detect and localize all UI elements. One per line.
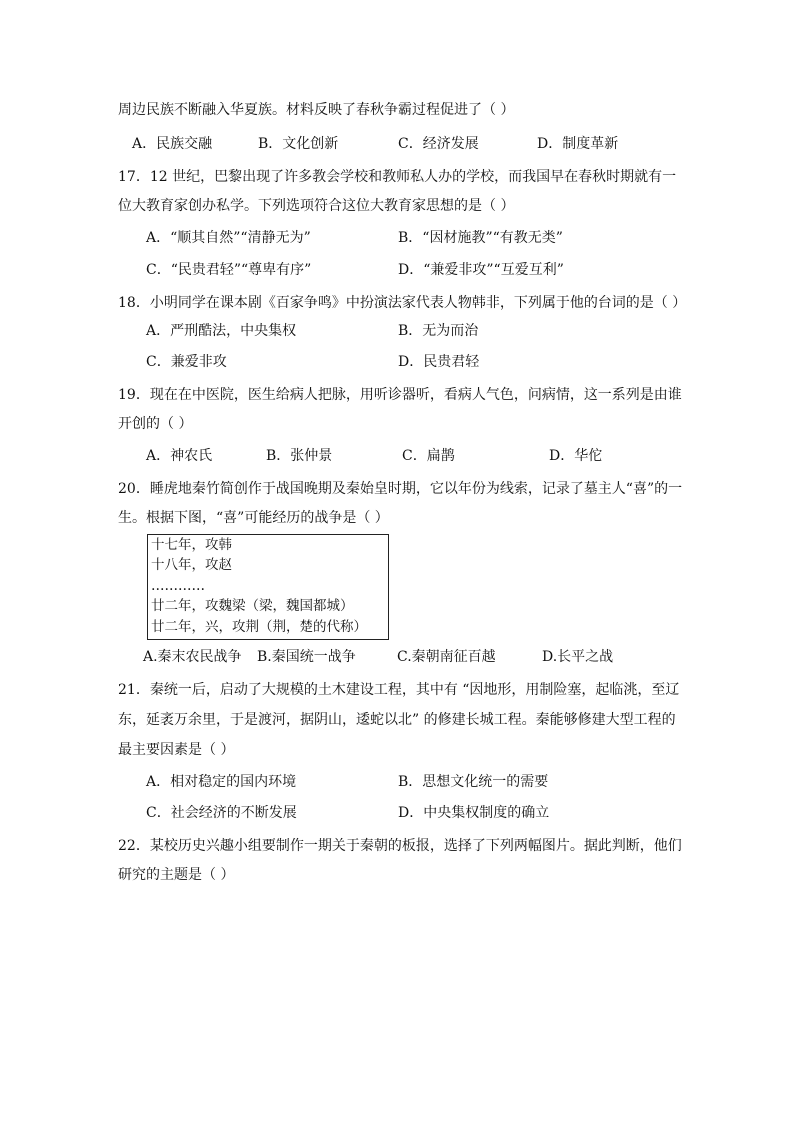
question-17-option-b: B．“因材施教”“有教无类” [398,230,563,246]
question-19-option-d: D．华佗 [549,448,603,464]
question-17-option-a: A．“顺其自然”“清静无为” [146,230,311,246]
question-17-option-c: C．“民贵君轻”“尊卑有序” [146,262,312,278]
question-17-option-d: D．“兼爱非攻”“互爱互利” [398,262,564,278]
question-17-stem-line1: 17．12 世纪，巴黎出现了许多教会学校和教师私人办的学校，而我国早在春秋时期就有一 [118,169,677,185]
question-21-stem-line2: 东，延袤万余里，于是渡河，据阴山，逶蛇以北” 的修建长城工程。秦能够修建大型工程的 [118,712,676,728]
option-c: C．经济发展 [398,136,479,152]
question-21-option-d: D．中央集权制度的确立 [398,805,550,821]
question-18-stem: 18．小明同学在课本剧《百家争鸣》中扮演法家代表人物韩非，下列属于他的台词的是（ ） [118,295,687,311]
bamboo-slip-row: 廿二年，攻魏梁（梁，魏国都城） [151,598,354,614]
question-19-stem-line2: 开创的（ ） [118,416,193,432]
question-18-option-c: C．兼爱非攻 [146,354,227,370]
option-a: A．民族交融 [132,136,213,152]
passage-continuation: 周边民族不断融入华夏族。材料反映了春秋争霸过程促进了（ ） [118,102,515,118]
bamboo-slip-row: 十七年，攻韩 [151,537,232,553]
question-22-stem-line2: 研究的主题是（ ） [118,867,235,883]
question-19-option-a: A．神农氏 [146,448,213,464]
question-19-option-c: C．扁鹊 [402,448,455,464]
question-18-option-a: A．严刑酷法，中央集权 [146,323,297,339]
question-20-option-b: B.秦国统一战争 [257,649,356,665]
question-20-option-c: C.秦朝南征百越 [397,649,496,665]
question-22-stem-line1: 22．某校历史兴趣小组要制作一期关于秦朝的板报，选择了下列两幅图片。据此判断，他们 [118,838,682,854]
bamboo-slip-row: 十八年，攻赵 [151,557,232,573]
question-19-option-b: B．张仲景 [266,448,333,464]
question-18-option-d: D．民贵君轻 [398,354,480,370]
option-b: B．文化创新 [258,136,339,152]
question-19-stem-line1: 19．现在在中医院，医生给病人把脉，用听诊器听，看病人气色，问病情，这一系列是由谁 [118,387,682,403]
question-20-stem-line2: 生。根据下图，“喜”可能经历的战争是（ ） [118,510,389,526]
question-20-stem-line1: 20．睡虎地秦竹简创作于战国晚期及秦始皇时期，它以年份为线索，记录了墓主人“喜”的一 [118,481,683,497]
question-17-stem-line2: 位大教育家创办私学。下列选项符合这位大教育家思想的是（ ） [118,198,515,214]
question-20-option-a: A.秦末农民战争 [143,649,242,665]
question-21-stem-line1: 21．秦统一后，启动了大规模的土木建设工程，其中有 “因地形，用制险塞，起临洮，至辽 [118,682,680,698]
bamboo-slip-row: ………… [151,578,205,594]
question-21-option-a: A．相对稳定的国内环境 [146,774,297,790]
question-20-option-d: D.长平之战 [542,649,614,665]
question-21-option-c: C．社会经济的不断发展 [146,805,297,821]
bamboo-slip-row: 廿二年，兴，攻荆（荆，楚的代称） [151,619,367,635]
bamboo-slip-box [147,534,389,640]
question-21-option-b: B．思想文化统一的需要 [398,774,549,790]
option-d: D．制度革新 [537,136,619,152]
question-21-stem-line3: 最主要因素是（ ） [118,742,235,758]
question-18-option-b: B．无为而治 [398,323,479,339]
